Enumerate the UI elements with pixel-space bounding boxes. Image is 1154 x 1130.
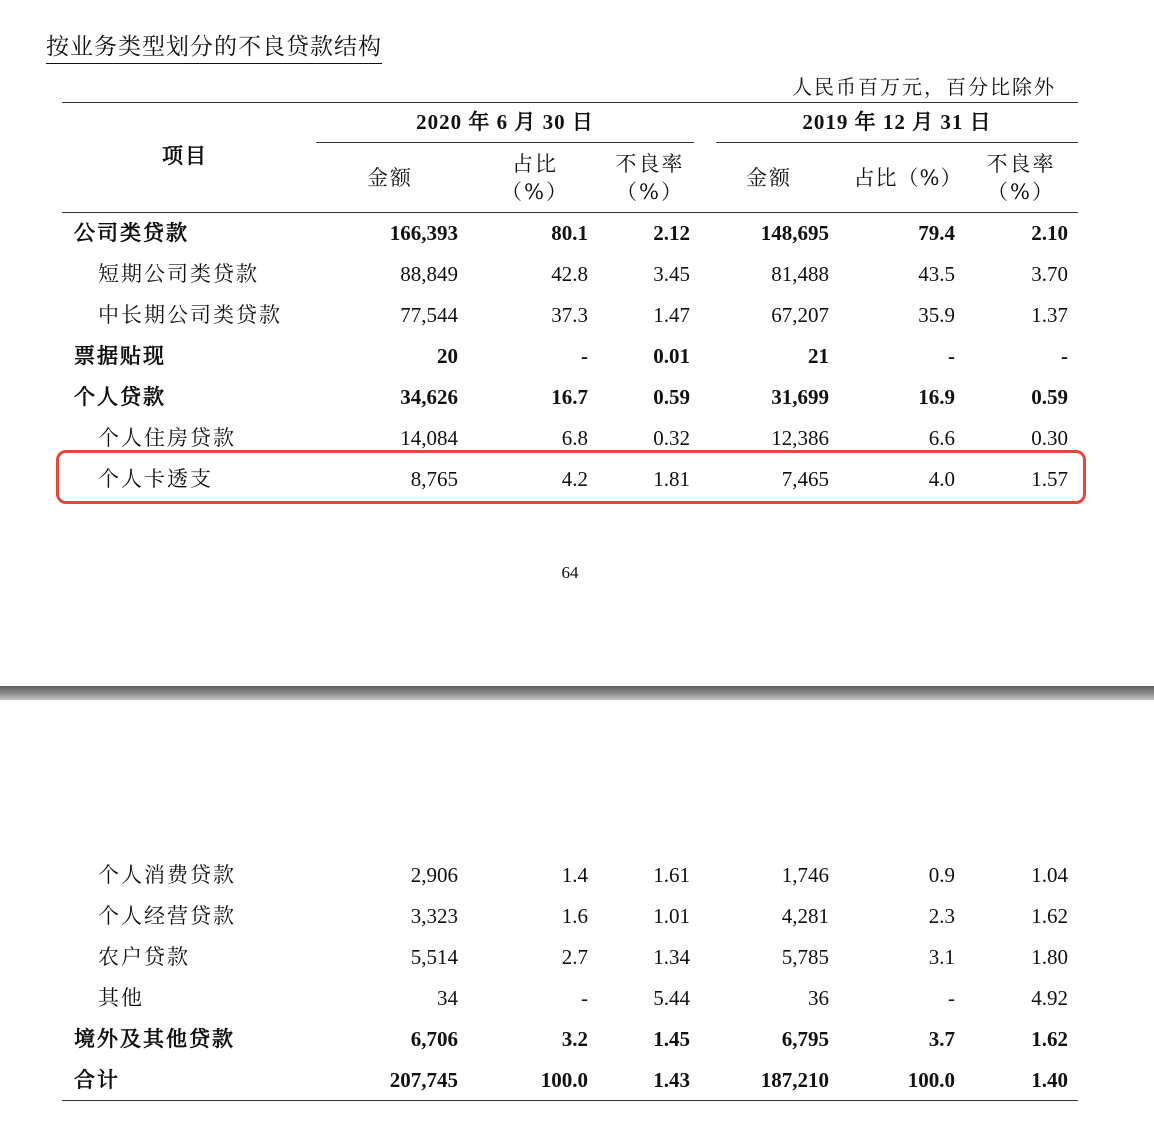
cell-amount-2019: 187,210: [760, 1068, 829, 1092]
cell-npl-2020: 0.01: [653, 344, 690, 368]
cell-amount-2020: 2,906: [410, 863, 458, 887]
cell-npl-2019: 2.10: [1031, 221, 1068, 245]
npl-pct-2020: （%）: [616, 180, 684, 204]
cell-amount-2019: 148,695: [760, 221, 829, 245]
row-label: 票据贴现: [74, 343, 166, 368]
cell-share-2020: 6.8: [561, 426, 588, 450]
cell-share-2020: 80.1: [551, 221, 588, 245]
cell-share-2019: -: [948, 344, 955, 368]
cell-npl-2020: 1.47: [653, 303, 690, 327]
cell-amount-2019: 81,488: [771, 262, 829, 286]
cell-share-2020: 4.2: [561, 467, 588, 491]
cell-share-2019: 43.5: [918, 262, 955, 286]
cell-share-2020: -: [581, 986, 588, 1010]
cell-amount-2019: 7,465: [781, 467, 829, 491]
amount-header-2020: 金额: [367, 166, 413, 190]
cell-amount-2020: 20: [437, 344, 458, 368]
cell-npl-2019: 0.30: [1031, 426, 1068, 450]
cell-amount-2020: 88,849: [400, 262, 458, 286]
cell-share-2019: 100.0: [907, 1068, 955, 1092]
cell-npl-2019: 4.92: [1031, 986, 1068, 1010]
cell-amount-2020: 77,544: [400, 303, 458, 327]
cell-npl-2020: 1.43: [653, 1068, 690, 1092]
cell-share-2019: -: [948, 986, 955, 1010]
cell-share-2020: 16.7: [551, 385, 588, 409]
cell-amount-2019: 36: [808, 986, 829, 1010]
cell-share-2020: 3.2: [561, 1027, 588, 1051]
table-top-rule: [62, 102, 1078, 103]
row-label: 合计: [74, 1067, 120, 1092]
row-label: 个人住房贷款: [98, 426, 236, 450]
cell-amount-2020: 14,084: [400, 426, 458, 450]
cell-share-2020: -: [581, 344, 588, 368]
cell-amount-2020: 8,765: [410, 467, 458, 491]
cell-npl-2019: 0.59: [1031, 385, 1068, 409]
cell-npl-2019: 3.70: [1031, 262, 1068, 286]
cell-share-2019: 6.6: [928, 426, 955, 450]
cell-amount-2020: 207,745: [389, 1068, 458, 1092]
cell-npl-2019: 1.62: [1031, 904, 1068, 928]
row-label: 短期公司类贷款: [98, 262, 259, 286]
row-label: 个人卡透支: [98, 467, 213, 491]
amount-header-2019: 金额: [746, 166, 792, 190]
cell-npl-2020: 0.32: [653, 426, 690, 450]
period-divider-left: [316, 142, 694, 143]
cell-amount-2019: 5,785: [781, 945, 829, 969]
cell-amount-2019: 21: [808, 344, 829, 368]
cell-share-2019: 3.7: [928, 1027, 955, 1051]
table-bottom-rule: [62, 1100, 1078, 1101]
cell-npl-2019: 1.04: [1031, 863, 1068, 887]
row-label: 境外及其他贷款: [74, 1026, 235, 1051]
header-bottom-rule: [62, 212, 1078, 213]
cell-npl-2020: 5.44: [653, 986, 690, 1010]
cell-share-2019: 0.9: [928, 863, 955, 887]
cell-share-2020: 2.7: [561, 945, 588, 969]
cell-share-2019: 4.0: [928, 467, 955, 491]
cell-amount-2019: 4,281: [781, 904, 829, 928]
section-title: 按业务类型划分的不良贷款结构: [46, 32, 382, 64]
cell-npl-2019: 1.37: [1031, 303, 1068, 327]
cell-npl-2020: 1.81: [653, 467, 690, 491]
row-label: 公司类贷款: [74, 220, 189, 245]
cell-amount-2019: 31,699: [771, 385, 829, 409]
period-header-2019: 2019 年 12 月 31 日: [802, 110, 992, 134]
cell-amount-2020: 6,706: [410, 1027, 458, 1051]
cell-share-2020: 37.3: [551, 303, 588, 327]
row-label: 个人贷款: [74, 384, 166, 409]
page-divider: [0, 686, 1154, 700]
share-pct-2020: （%）: [501, 180, 569, 204]
cell-amount-2020: 166,393: [389, 221, 458, 245]
row-label: 中长期公司类贷款: [98, 303, 282, 327]
share-header-2020: 占比: [512, 152, 558, 176]
cell-amount-2020: 5,514: [410, 945, 458, 969]
cell-share-2020: 100.0: [540, 1068, 588, 1092]
cell-share-2019: 3.1: [928, 945, 955, 969]
cell-npl-2020: 3.45: [653, 262, 690, 286]
cell-amount-2019: 12,386: [771, 426, 829, 450]
row-label: 其他: [98, 986, 144, 1010]
cell-share-2020: 1.6: [561, 904, 588, 928]
cell-npl-2020: 1.01: [653, 904, 690, 928]
cell-share-2019: 35.9: [918, 303, 955, 327]
cell-share-2019: 16.9: [918, 385, 955, 409]
npl-header-2019: 不良率: [986, 152, 1056, 176]
cell-share-2019: 79.4: [918, 221, 955, 245]
page-number: 64: [561, 563, 579, 582]
cell-amount-2019: 1,746: [781, 863, 829, 887]
cell-share-2019: 2.3: [928, 904, 955, 928]
row-label: 个人经营贷款: [98, 904, 236, 928]
row-label: 个人消费贷款: [98, 863, 236, 887]
unit-note: 人民币百万元，百分比除外: [792, 75, 1056, 99]
cell-share-2020: 42.8: [551, 262, 588, 286]
cell-npl-2020: 0.59: [653, 385, 690, 409]
cell-npl-2019: -: [1061, 344, 1068, 368]
item-header: 项目: [162, 143, 208, 168]
cell-npl-2020: 1.34: [653, 945, 690, 969]
period-header-2020: 2020 年 6 月 30 日: [416, 110, 594, 134]
cell-npl-2019: 1.57: [1031, 467, 1068, 491]
npl-pct-2019: （%）: [987, 180, 1055, 204]
share-header-2019: 占比（%）: [853, 166, 963, 190]
cell-npl-2020: 1.61: [653, 863, 690, 887]
cell-amount-2019: 67,207: [771, 303, 829, 327]
cell-amount-2020: 34: [437, 986, 458, 1010]
cell-amount-2020: 3,323: [410, 904, 458, 928]
cell-amount-2019: 6,795: [781, 1027, 829, 1051]
cell-amount-2020: 34,626: [400, 385, 458, 409]
cell-npl-2019: 1.40: [1031, 1068, 1068, 1092]
row-label: 农户贷款: [98, 945, 190, 969]
cell-npl-2019: 1.80: [1031, 945, 1068, 969]
cell-npl-2020: 1.45: [653, 1027, 690, 1051]
cell-npl-2019: 1.62: [1031, 1027, 1068, 1051]
npl-header-2020: 不良率: [615, 152, 685, 176]
period-divider-right: [716, 142, 1078, 143]
cell-npl-2020: 2.12: [653, 221, 690, 245]
cell-share-2020: 1.4: [561, 863, 588, 887]
